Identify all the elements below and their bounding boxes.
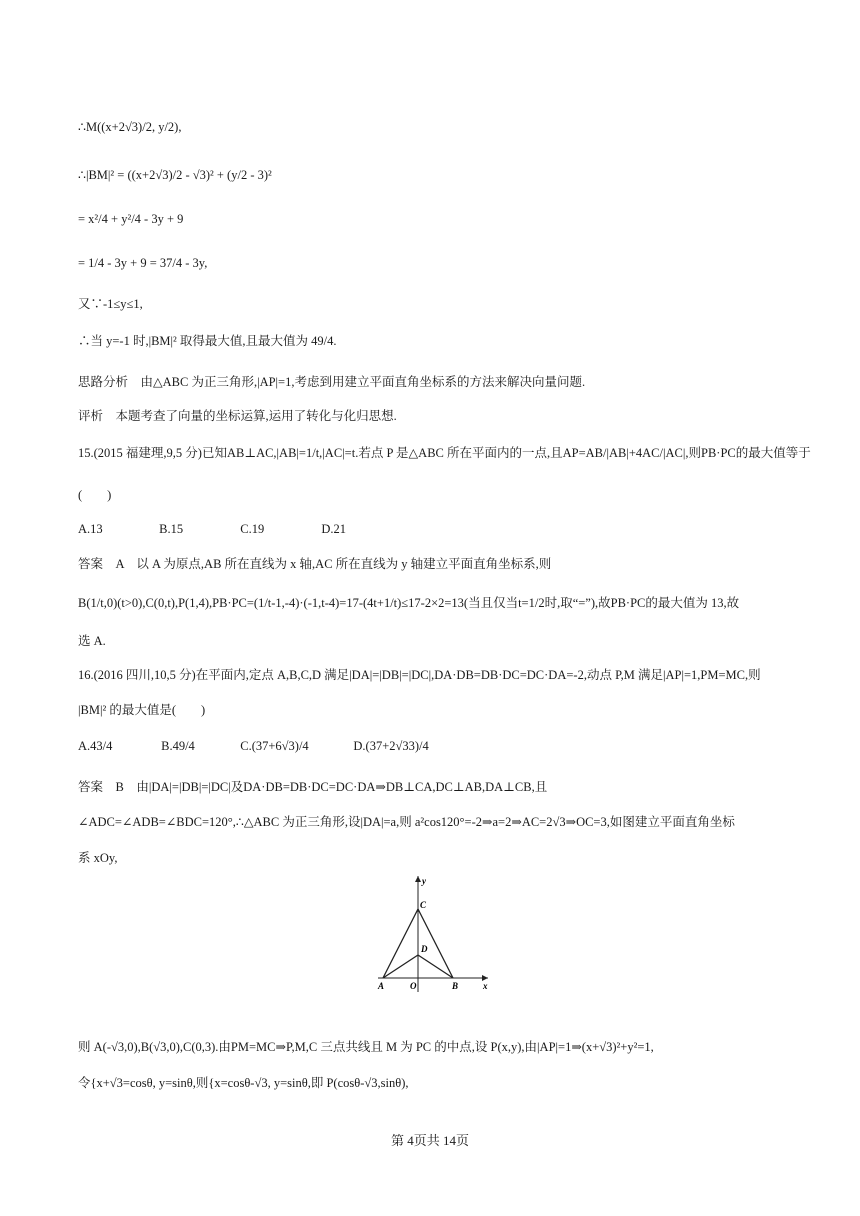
- text-line-2: ∴|BM|² = ((x+2√3)/2 - √3)² + (y/2 - 3)²: [78, 168, 272, 182]
- text-line-3: = x²/4 + y²/4 - 3y + 9: [78, 212, 184, 226]
- label-b: B: [452, 981, 459, 991]
- answer-16-line-2: ∠ADC=∠ADB=∠BDC=120°,∴△ABC 为正三角形,设|DA|=a,则 a²cos120°=-2⇒a=2⇒AC=2√3⇒OC=3,如图建立平面直角坐标: [78, 815, 735, 829]
- question-16-options: [78, 739, 429, 754]
- option-c: C.19: [240, 522, 265, 536]
- label-x: x: [483, 981, 488, 991]
- text-line-4: = 1/4 - 3y + 9 = 37/4 - 3y,: [78, 256, 208, 270]
- option-c: C.(37+6√3)/4: [240, 739, 309, 753]
- analysis-line: 思路分析 由△ABC 为正三角形,|AP|=1,考虑到用建立平面直角坐标系的方法来解决向量问题.: [78, 375, 586, 389]
- label-o: O: [410, 981, 417, 991]
- page-footer: 第 4页共 14页: [390, 1133, 469, 1148]
- option-b: B.15: [159, 522, 184, 536]
- comment-line: 评析 本题考查了向量的坐标运算,运用了转化与化归思想.: [78, 409, 397, 423]
- option-a: A.43/4: [78, 739, 113, 753]
- label-a: A: [378, 981, 385, 991]
- question-15-paren: ( ): [78, 488, 112, 502]
- answer-15-line-3: 选 A.: [78, 634, 106, 648]
- question-16: 16.(2016 四川,10,5 分)在平面内,定点 A,B,C,D 满足|DA|=|DB|=|DC|,DA·DB=DB·DC=DC·DA=-2,动点 P,M 满足|AP|=1,PM=MC,则: [78, 668, 761, 682]
- option-b: B.49/4: [161, 739, 195, 753]
- label-c: C: [420, 900, 427, 910]
- answer-16-line-1: 答案 B 由|DA|=|DB|=|DC|及DA·DB=DB·DC=DC·DA⇒DB⊥CA,DC⊥AB,DA⊥CB,且: [78, 780, 548, 794]
- text-line-6: ∴当 y=-1 时,|BM|² 取得最大值,且最大值为 49/4.: [78, 334, 337, 348]
- label-y: y: [422, 876, 426, 886]
- option-d: D.(37+2√33)/4: [353, 739, 429, 753]
- triangle-diagram: [368, 872, 498, 994]
- text-line-1: ∴M((x+2√3)/2, y/2),: [78, 120, 182, 134]
- solution-line-1: 则 A(-√3,0),B(√3,0),C(0,3).由PM=MC⇒P,M,C 三点共线且 M 为 PC 的中点,设 P(x,y),由|AP|=1⇒(x+√3)²+y²=1,: [78, 1040, 654, 1054]
- option-d: D.21: [321, 522, 347, 536]
- triangle-figure: [368, 872, 498, 998]
- answer-15-line-2: B(1/t,0)(t>0),C(0,t),P(1,4),PB·PC=(1/t-1,-4)·(-1,t-4)=17-(4t+1/t)≤17-2×2=13(当且仅当t=1/2时,取“=”),故PB·PC的最大值为 13,故: [78, 596, 740, 610]
- question-15-options: [78, 522, 346, 537]
- text-line-5: 又∵-1≤y≤1,: [78, 297, 143, 311]
- question-15: 15.(2015 福建理,9,5 分)已知AB⊥AC,|AB|=1/t,|AC|=t.若点 P 是△ABC 所在平面内的一点,且AP=AB/|AB|+4AC/|AC|,则PB·PC的最大值等于: [78, 446, 811, 460]
- answer-15-line-1: 答案 A 以 A 为原点,AB 所在直线为 x 轴,AC 所在直线为 y 轴建立平面直角坐标系,则: [78, 557, 552, 571]
- question-16-line-2: |BM|² 的最大值是( ): [78, 703, 206, 717]
- option-a: A.13: [78, 522, 103, 536]
- answer-16-line-3: 系 xOy,: [78, 851, 118, 865]
- label-d: D: [421, 944, 428, 954]
- solution-line-2: 令{x+√3=cosθ, y=sinθ,则{x=cosθ-√3, y=sinθ,即 P(cosθ-√3,sinθ),: [78, 1076, 409, 1090]
